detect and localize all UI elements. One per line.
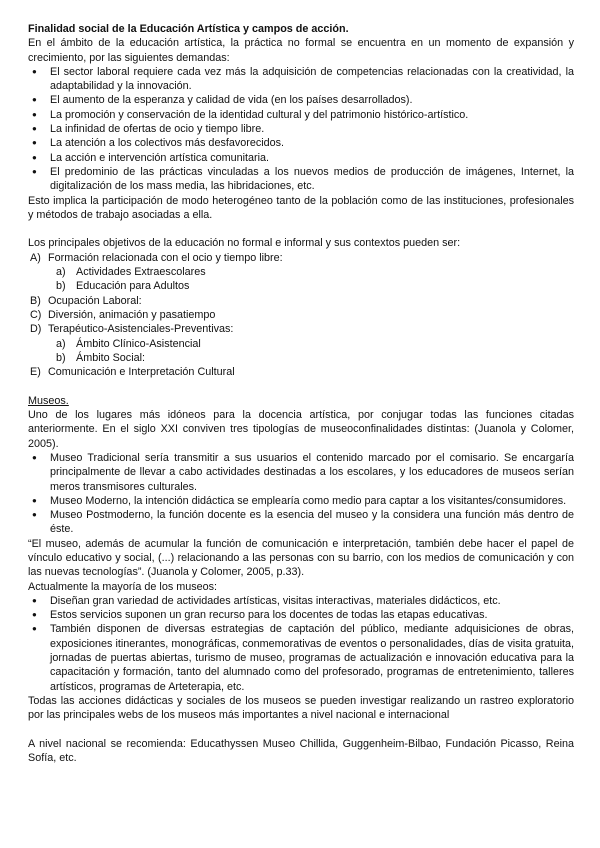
list-text: Terapéutico-Asistenciales-Preventivas: (48, 323, 234, 336)
museos-national: A nivel nacional se recomienda: Educathyssen Museo Chillida, Guggenheim-Bilbao, Fundación Picasso, Reina Sofía, etc. (28, 737, 574, 765)
list-text: Ámbito Clínico-Asistencial (76, 337, 201, 350)
museos-quote: “El museo, además de acumular la función de comunicación e interpretación, también debe hacer el papel de vínculo educativo y social, (...) relacionando a las personas con su barrio, con los medios de comunicación y con las nuevas tecnologías”. (Juanola y Colomer, 2005, p.33). (28, 537, 574, 579)
museum-activities-list (28, 594, 574, 694)
museos-closing: Todas las acciones didácticas y sociales de los museos se pueden investigar realizando un rastreo exploratorio por las principales webs de los museos más importantes a nivel nacional e internacional (28, 694, 574, 722)
list-text: Formación relacionada con el ocio y tiempo libre: (48, 251, 283, 264)
demands-list (28, 65, 574, 194)
list-marker: B) (30, 294, 41, 307)
list-item (48, 279, 574, 293)
list-marker: D) (30, 323, 42, 336)
list-text: Ocupación Laboral: (48, 294, 142, 307)
list-item: ● Museo Tradicional sería transmitir a sus usuarios el contenido marcado por el comisario. Se encargaría principalmente de llevar a cabo actividades destinadas a los escolares, y los educadores de museos serían meros transmisores culturales. (28, 451, 574, 494)
museum-types-list (28, 451, 574, 537)
spacer (28, 379, 574, 393)
list-text: Actividades Extraescolares (76, 266, 206, 279)
list-item (28, 365, 574, 379)
list-text: Comunicación e Interpretación Cultural (48, 366, 235, 379)
list-item (28, 322, 574, 365)
section-title: Finalidad social de la Educación Artística y campos de acción. (28, 23, 349, 35)
list-item (48, 351, 574, 365)
list-item (28, 251, 574, 294)
list-item: ● La promoción y conservación de la identidad cultural y del patrimonio histórico-artístico. (28, 108, 574, 122)
objectives-list (28, 251, 574, 380)
list-marker: E) (30, 366, 41, 379)
list-item: ● También disponen de diversas estrategias de captación del público, mediante adquisiciones de obras, exposiciones itinerantes, monográficas, conmemorativas de eventos o personalidades, días de visita gratuita, jornadas de puertas abiertas, turismo de museo, programas de actualización e innovación educativa para la capacitación y formación, tanto del alumnado como del profesorado, programas de entretenimiento, talleres artísticos, programas de Arteterapia, etc. (28, 622, 574, 693)
list-item: ● Museo Postmoderno, la función docente es la esencia del museo y la considera una función más dentro de éste. (28, 508, 574, 537)
list-item: ● El predominio de las prácticas vinculadas a los nuevos medios de producción de imágenes, Internet, la digitalización de los mass media, las hibridaciones, etc. (28, 165, 574, 194)
spacer (28, 723, 574, 737)
list-item (48, 265, 574, 279)
list-item: ● Diseñan gran variedad de actividades artísticas, visitas interactivas, materiales didácticos, etc. (28, 594, 574, 608)
list-marker: b) (56, 351, 66, 364)
list-item (48, 337, 574, 351)
list-item: ● Estos servicios suponen un gran recurso para los docentes de todas las etapas educativas. (28, 608, 574, 622)
museos-intro: Uno de los lugares más idóneos para la docencia artística, por conjugar todas las funciones citadas anteriormente. En el siglo XXI conviven tres tipologías de museoconfinalidades distintas: (Juanola y Colomer, 2005). (28, 409, 574, 450)
list-marker: b) (56, 280, 66, 293)
list-item (28, 294, 574, 308)
list-item (28, 308, 574, 322)
list-text: Diversión, animación y pasatiempo (48, 308, 216, 321)
sublist (48, 337, 574, 366)
list-text: Educación para Adultos (76, 280, 190, 293)
list-item: ● El sector laboral requiere cada vez más la adquisición de competencias relacionadas con la creatividad, la adaptabilidad y la innovación. (28, 65, 574, 94)
section-intro: En el ámbito de la educación artística, la práctica no formal se encuentra en un momento de expansión y crecimiento, por las siguientes demandas: (28, 37, 574, 64)
list-marker: A) (30, 251, 41, 264)
sublist (48, 265, 574, 294)
list-item: ● Museo Moderno, la intención didáctica se emplearía como medio para captar a los visitantes/consumidores. (28, 494, 574, 508)
list-item: ● La atención a los colectivos más desfavorecidos. (28, 136, 574, 150)
list-marker: a) (56, 266, 66, 279)
museos-currently: Actualmente la mayoría de los museos: (28, 580, 218, 593)
document-page (28, 22, 574, 765)
museos-heading: Museos. (28, 394, 69, 407)
list-text: Ámbito Social: (76, 351, 146, 364)
section-closing: Esto implica la participación de modo heterogéneo tanto de la población como de las instituciones, profesionales y métodos de trabajo asociadas a ella. (28, 194, 574, 221)
list-marker: a) (56, 337, 66, 350)
list-item: ● El aumento de la esperanza y calidad de vida (en los países desarrollados). (28, 93, 574, 107)
list-item: ● La acción e intervención artística comunitaria. (28, 151, 574, 165)
spacer (28, 222, 574, 236)
list-item: ● La infinidad de ofertas de ocio y tiempo libre. (28, 122, 574, 136)
objectives-intro: Los principales objetivos de la educación no formal e informal y sus contextos pueden ser: (28, 237, 461, 250)
list-marker: C) (30, 308, 42, 321)
